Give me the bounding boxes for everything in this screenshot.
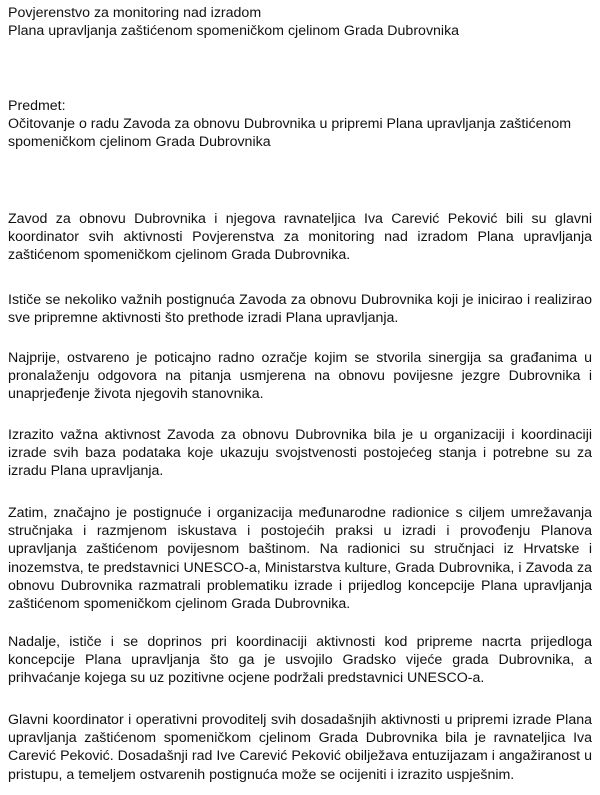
paragraph-5: Zatim, značajno je postignuće i organizacija međunarodne radionice s ciljem umrežavanja stručnjaka i razmjenom iskustava i postojećih praksi u izradi i provođenju Planova upravljanja zaštićenom povijesnom baštinom. Na radionici su stručnjaci iz Hrvatske i inozemstva, te predstavnici UNESCO-a, Ministarstva kulture, Grada Dubrovnika, i Zavoda za obnovu Dubrovnika razmatrali problematiku izrade i prijedlog koncepcije Plana upravljanja zaštićenom spomeničkom cjelinom Grada Dubrovnika.: [8, 505, 592, 613]
paragraph-6: Nadalje, ističe i se doprinos pri koordinaciji aktivnosti kod pripreme nacrta prijedloga koncepcije Plana upravljanja što ga je usvojilo Gradsko vijeće grada Dubrovnika, a prihvaćanje kojega su uz pozitivne ocjene podržali predstavnici UNESCO-a.: [8, 634, 592, 687]
subject-text: Očitovanje o radu Zavoda za obnovu Dubrovnika u pripremi Plana upravljanja zaštićenom spomeničkom cjelinom Grada Dubrovnika: [8, 116, 572, 150]
paragraph-4: Izrazito važna aktivnost Zavoda za obnovu Dubrovnika bila je u organizaciji i koordinaciji izrade svih baza podataka koje ukazuju svojstvenosti postojećeg stanja i potrebne su za izradu Plana upravljanja.: [8, 427, 592, 480]
letter-recipient: [8, 4, 592, 40]
letter-subject: [8, 97, 592, 151]
paragraph-1: Zavod za obnovu Dubrovnika i njegova ravnateljica Iva Carević Peković bili su glavni koordinator svih aktivnosti Povjerenstva za monitoring nad izradom Plana upravljanja zaštićenom spomeničkom cjelinom Grada Dubrovnika.: [8, 211, 592, 264]
subject-label: Predmet:: [8, 98, 66, 114]
paragraph-7: Glavni koordinator i operativni provoditelj svih dosadašnjih aktivnosti u pripremi izrade Plana upravljanja zaštićenom spomeničkom cjelinom Grada Dubrovnika bila je ravnateljica Iva Carević Peković. Dosadašnji rad Ive Carević Peković obilježava entuzijazam i angažiranost u pristupu, a temeljem ostvarenih postignuća može se ocijeniti i izrazito uspješnim.: [8, 712, 592, 783]
paragraph-3: Najprije, ostvareno je poticajno radno ozračje kojim se stvorila sinergija sa građanima u pronalaženju odgovora na pitanja usmjerena na obnovu povijesne jezgre Dubrovnika i unaprjeđenje života njegovih stanovnika.: [8, 350, 592, 403]
recipient-line-1: Povjerenstvo za monitoring nad izradom: [8, 5, 262, 21]
recipient-line-2: Plana upravljanja zaštićenom spomeničkom cjelinom Grada Dubrovnika: [8, 23, 460, 39]
paragraph-2: Ističe se nekoliko važnih postignuća Zavoda za obnovu Dubrovnika koji je inicirao i realizirao sve pripremne aktivnosti što prethode izradi Plana upravljanja.: [8, 292, 592, 327]
